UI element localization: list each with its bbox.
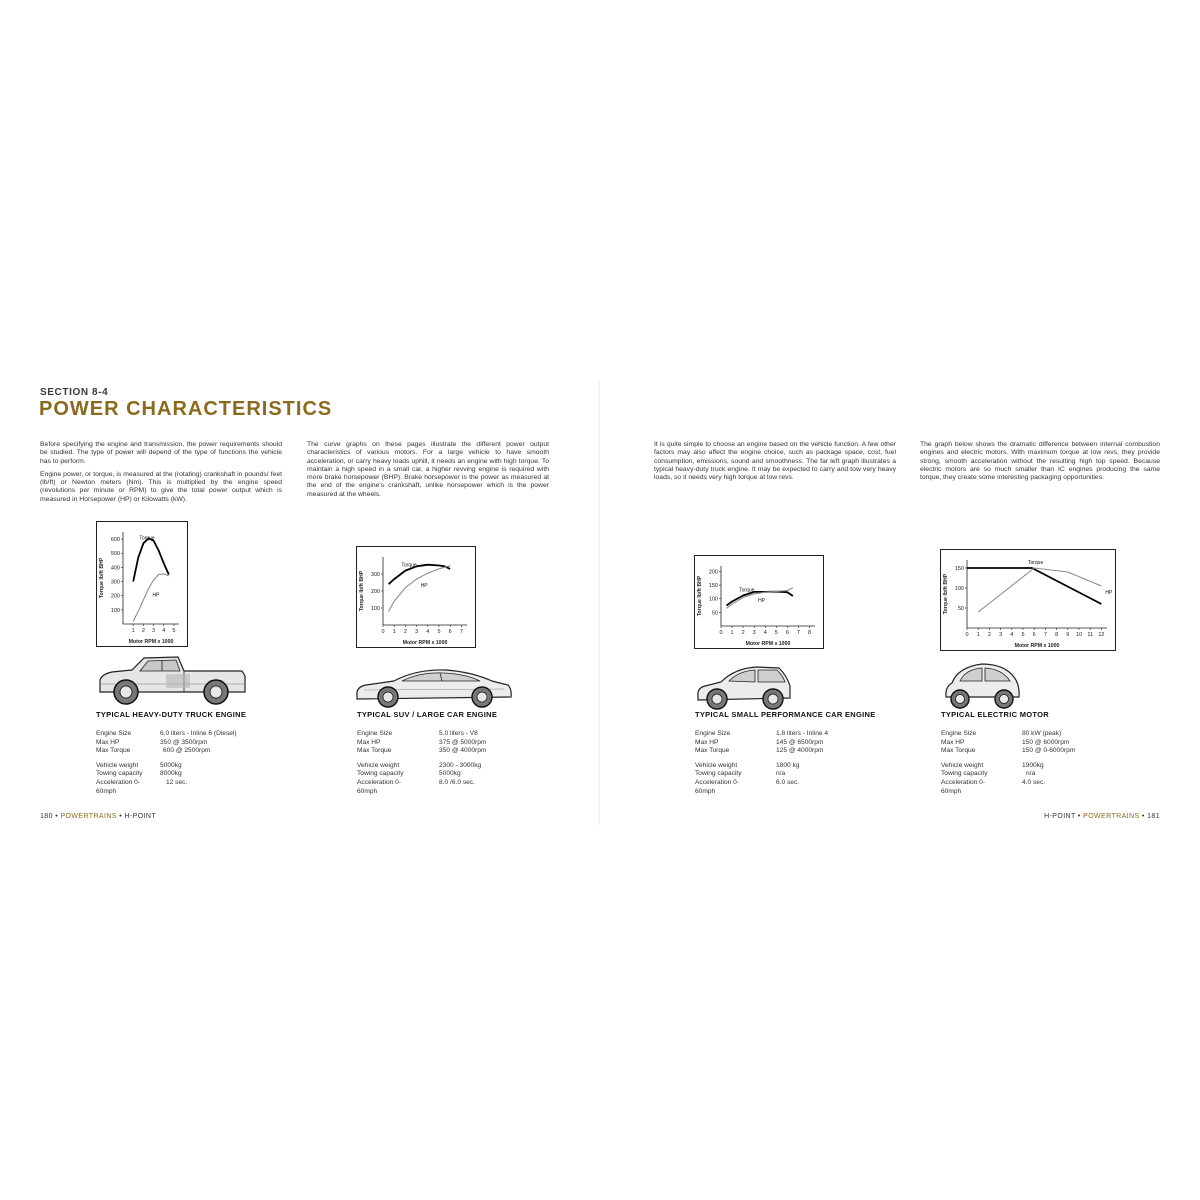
y-tick-label: 300 (370, 572, 380, 578)
spec-value: 4.0 sec. (1022, 778, 1046, 786)
spec-value: 1800 kg (776, 761, 800, 769)
spec-label: Towing capacity (96, 770, 143, 778)
suv-car-illustration (354, 665, 514, 711)
x-tick-label: 4 (426, 629, 430, 635)
x-axis-label: Motor RPM x 1000 (402, 640, 448, 646)
y-tick-label: 100 (110, 607, 120, 614)
y-tick-label: 200 (708, 569, 718, 576)
y-tick-label: 600 (110, 537, 120, 544)
spec-label: Max HP (695, 738, 719, 746)
spec-label: Max HP (941, 738, 965, 746)
text-column-1 (40, 441, 282, 509)
x-tick-label: 1 (392, 629, 396, 635)
y-tick-label: 150 (708, 583, 718, 590)
y-axis-label: Torque lb/ft BHP (697, 575, 703, 617)
pickup-truck-illustration (96, 652, 248, 710)
spec-value: n/a (776, 770, 786, 778)
y-tick-label: 200 (110, 593, 120, 600)
series-line-torque (133, 538, 169, 581)
text-column-4 (920, 441, 1160, 487)
vehicle-title: TYPICAL HEAVY-DUTY TRUCK ENGINE (96, 710, 247, 719)
footer-right (1044, 813, 1160, 820)
y-tick-label: 200 (370, 589, 380, 595)
y-axis-label: Torque lb/ft BHP (359, 570, 365, 612)
page-gutter (599, 380, 600, 825)
spec-label: Max Torque (695, 747, 730, 755)
spec-label: Engine Size (96, 730, 132, 737)
spec-value: 150 @ 6000rpm (1022, 738, 1070, 746)
series-label: HP (152, 592, 160, 599)
y-tick-label: 500 (110, 551, 120, 558)
spec-label: Max HP (357, 738, 381, 746)
x-tick-label: 1 (730, 630, 734, 636)
x-tick-label: 8 (1055, 632, 1059, 638)
page-title: POWER CHARACTERISTICS (39, 398, 333, 420)
spec-label: Max Torque (941, 747, 976, 755)
spec-value: 5000kg (160, 761, 182, 769)
electric-car-illustration (942, 659, 1022, 711)
spec-label: Acceleration 0-60mph (96, 778, 140, 795)
spec-value: 145 @ 6500rpm (776, 738, 824, 746)
x-tick-label: 7 (459, 629, 463, 635)
small-car-illustration (695, 662, 793, 712)
spec-value: n/a (1026, 770, 1036, 778)
x-tick-label: 9 (1066, 632, 1070, 638)
y-tick-label: 400 (110, 565, 120, 572)
spec-value: 5000kg (439, 770, 461, 778)
series-line-hp (978, 568, 1101, 612)
x-tick-label: 4 (763, 630, 767, 636)
x-tick-label: 2 (403, 629, 407, 635)
spec-label: Vehicle weight (695, 761, 738, 769)
y-tick-label: 100 (954, 586, 964, 592)
spec-label: Towing capacity (695, 770, 742, 778)
chart-svg (357, 547, 475, 647)
spec-value: 12 sec. (166, 778, 188, 786)
spec-label: Acceleration 0-60mph (695, 778, 739, 795)
x-tick-label: 12 (1098, 632, 1105, 638)
series-line-torque (967, 568, 1101, 604)
x-axis-label: Motor RPM x 1000 (128, 639, 174, 645)
x-tick-label: 6 (785, 630, 789, 636)
footer-left (40, 813, 156, 820)
spec-label: Vehicle weight (357, 761, 400, 769)
x-tick-label: 7 (796, 630, 800, 636)
footer-section: POWERTRAINS (60, 813, 117, 820)
spec-value: 8000kg (160, 770, 182, 778)
x-tick-label: 7 (1043, 632, 1047, 638)
spec-label: Towing capacity (357, 770, 404, 778)
spec-table (941, 730, 1151, 796)
page-number: 181 (1147, 813, 1160, 820)
spec-value: 350 @ 3500rpm (160, 738, 208, 746)
footer-bullet: • (1077, 813, 1081, 820)
vehicle-title: TYPICAL SMALL PERFORMANCE CAR ENGINE (695, 710, 876, 719)
series-label: Torque (739, 587, 755, 594)
x-tick-label: 3 (752, 630, 756, 636)
spec-label: Max Torque (357, 747, 392, 755)
section-label: SECTION 8-4 (40, 387, 109, 398)
spec-value: 375 @ 5000rpm (439, 738, 487, 746)
spec-value: 350 @ 4000rpm (439, 747, 487, 755)
chart-suv-engine (356, 546, 476, 648)
x-tick-label: 0 (719, 630, 723, 636)
spec-value: 6.0 sec. (776, 778, 800, 786)
spec-value: 125 @ 4000rpm (776, 747, 824, 755)
spec-value: 150 @ 0-6000rpm (1022, 747, 1076, 755)
spec-table (357, 730, 567, 796)
spec-value: 5.0 liters - V8 (439, 730, 478, 737)
x-tick-label: 1 (976, 632, 980, 638)
spec-label: Max HP (96, 738, 120, 746)
paragraph: Engine power, or torque, is measured at the (rotating) crankshaft in pounds/ feet (lb/ft) or Newton meters (Nm). This is multiplied by the engine speed (revolutions per minute or RPM) to give the total power output which is measured in Horsepower (HP) or Kilowatts (kW). (40, 470, 282, 503)
series-label: Torque (401, 562, 417, 569)
spec-value: 6.0 liters - Inline 6 (Diesel) (160, 730, 237, 737)
x-tick-label: 6 (448, 629, 452, 635)
spec-label: Engine Size (695, 730, 731, 737)
y-tick-label: 150 (954, 566, 964, 572)
y-tick-label: 300 (110, 579, 120, 586)
spec-label: Engine Size (357, 730, 393, 737)
footer-book-title: H-POINT (1044, 813, 1076, 820)
x-tick-label: 8 (807, 630, 812, 636)
x-tick-label: 11 (1087, 632, 1094, 638)
vehicle-title: TYPICAL SUV / LARGE CAR ENGINE (357, 710, 498, 719)
paragraph: Before specifying the engine and transmission, the power requirements should be studied. The type of power will depend of the type of functions the vehicle has to perform. (40, 441, 282, 465)
x-tick-label: 10 (1075, 632, 1083, 638)
paragraph: It is quite simple to choose an engine based on the vehicle function. A few other factors may also affect the engine choice, such as package space, cost, fuel consumption, emissions, sound and smoothness. The far left graph illustrates a typical heavy-duty truck engine. It may be expected to carry and tow very heavy loads, so it needs very high torque at low revs. (654, 441, 896, 482)
spec-table (695, 730, 905, 796)
x-tick-label: 6 (1032, 632, 1036, 638)
x-tick-label: 3 (152, 628, 156, 634)
spec-value: 80 kW (peak) (1022, 730, 1062, 737)
x-tick-label: 5 (172, 628, 176, 634)
y-tick-label: 50 (957, 606, 964, 612)
spec-value: 1900kg (1022, 761, 1044, 769)
y-tick-label: 100 (370, 606, 380, 612)
footer-section: POWERTRAINS (1083, 813, 1140, 820)
vehicle-spec-small-car (695, 710, 905, 796)
x-tick-label: 0 (965, 632, 969, 638)
chart-svg (97, 522, 187, 646)
footer-bullet: • (55, 813, 59, 820)
y-axis-label: Torque lb/ft BHP (943, 573, 949, 615)
spec-value: 8.0 /6.0 sec. (439, 778, 475, 786)
spec-table (96, 730, 306, 796)
spec-label: Engine Size (941, 730, 977, 737)
series-line-hp (389, 566, 451, 612)
x-tick-label: 2 (141, 628, 145, 634)
spec-label: Max Torque (96, 747, 131, 755)
x-tick-label: 4 (162, 628, 166, 634)
x-tick-label: 3 (415, 629, 419, 635)
vehicle-spec-suv (357, 710, 567, 796)
text-column-3 (654, 441, 896, 487)
x-tick-label: 3 (999, 632, 1003, 638)
spec-label: Towing capacity (941, 770, 988, 778)
y-tick-label: 100 (708, 596, 718, 603)
series-label: Torque (139, 535, 155, 542)
series-line-torque (389, 562, 451, 585)
x-tick-label: 2 (987, 632, 991, 638)
vehicle-spec-truck (96, 710, 306, 796)
series-line-hp (133, 574, 169, 621)
spec-label: Acceleration 0-60mph (357, 778, 401, 795)
x-tick-label: 1 (131, 628, 135, 634)
footer-book-title: H-POINT (124, 813, 157, 820)
paragraph: The graph below shows the dramatic difference between internal combustion engines and electric motors. With maximum torque at low revs, they provide strong, smooth acceleration without the resulting high top speed. Because electric motors are so much smaller than IC engines producing the same torque, they create some interesting packaging opportunities. (920, 441, 1160, 482)
chart-small-car-engine (694, 555, 824, 649)
series-label: Torque (1027, 560, 1044, 566)
vehicle-title: TYPICAL ELECTRIC MOTOR (941, 710, 1049, 719)
chart-svg (941, 550, 1115, 650)
series-label: HP (1105, 590, 1113, 596)
y-tick-label: 50 (711, 610, 718, 617)
x-tick-label: 2 (741, 630, 745, 636)
x-tick-label: 5 (437, 629, 441, 635)
x-axis-label: Motor RPM x 1000 (745, 641, 791, 647)
series-label: HP (420, 583, 428, 590)
spec-label: Vehicle weight (96, 761, 139, 769)
x-tick-label: 4 (1010, 632, 1014, 638)
spec-value: 1.8 liters - Inline 4 (776, 730, 829, 737)
page-number: 180 (40, 813, 53, 820)
footer-bullet: • (119, 813, 123, 820)
x-tick-label: 5 (774, 630, 778, 636)
text-column-2 (307, 441, 549, 504)
spec-label: Vehicle weight (941, 761, 984, 769)
x-tick-label: 5 (1021, 632, 1025, 638)
footer-bullet: • (1141, 813, 1145, 820)
x-axis-label: Motor RPM x 1000 (1014, 643, 1060, 649)
chart-svg (695, 556, 823, 648)
paragraph: The curve graphs on these pages illustrate the different power output characteristics of various motors. For a large vehicle to have smooth acceleration, or carry heavy loads uphill, it needs an engine with high torque. To maintain a high speed in a small car, a higher revving engine is required with more brake horsepower (BHP). Brake horsepower is the power as measured at the end of the engine's crankshaft, unlike horsepower which is the power measured at the wheels. (307, 441, 549, 498)
spec-value: 600 @ 2500rpm (163, 747, 211, 755)
x-tick-label: 0 (381, 629, 385, 635)
spec-value: 2300 - 3000kg (439, 761, 482, 769)
chart-truck-engine (96, 521, 188, 647)
chart-electric-motor (940, 549, 1116, 651)
y-axis-label: Torque lb/ft BHP (99, 557, 105, 599)
series-label: HP (758, 597, 766, 604)
spec-label: Acceleration 0-60mph (941, 778, 985, 795)
vehicle-spec-electric (941, 710, 1151, 796)
